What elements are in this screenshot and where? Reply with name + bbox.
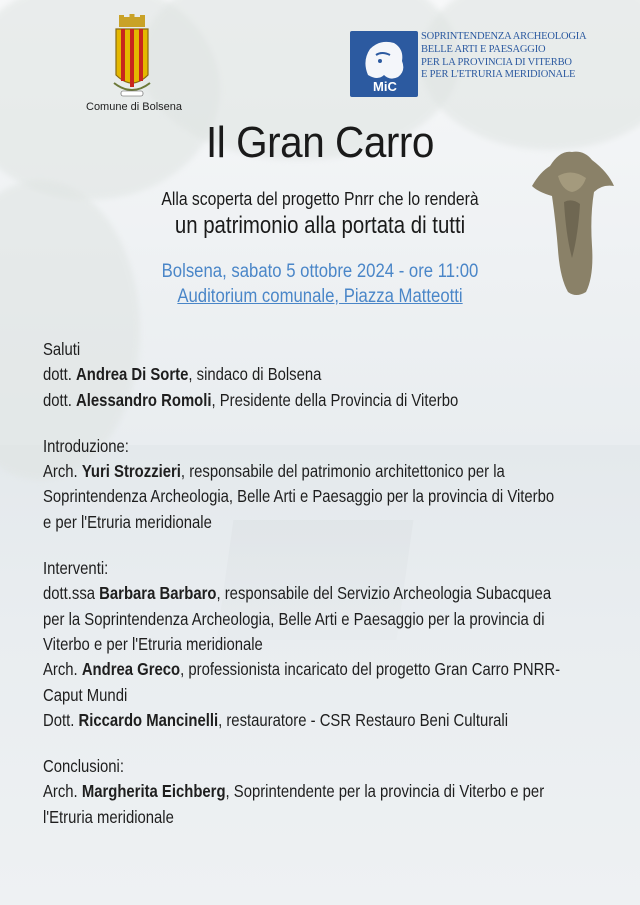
soprintendenza-label — [421, 31, 586, 82]
speaker-role-line: Viterbo e per l'Etruria meridionale — [43, 633, 263, 654]
event-venue[interactable] — [38, 286, 601, 308]
comune-crest-logo — [112, 13, 152, 99]
speaker-name: Yuri Strozzieri — [81, 461, 181, 482]
speaker-line: Arch. Margherita Eichberg, Soprintendente per la provincia di Viterbo e per — [43, 781, 545, 802]
speaker-role-line: l'Etruria meridionale — [43, 806, 174, 827]
soprintendenza-line: PER LA PROVINCIA DI VITERBO — [421, 56, 572, 68]
mic-logo-text: MiC — [373, 79, 397, 94]
speaker-name: Barbara Barbaro — [99, 583, 217, 604]
speaker-name: Alessandro Romoli — [76, 389, 212, 410]
speaker-line: Arch. Yuri Strozzieri, responsabile del patrimonio architettonico per la — [43, 461, 505, 482]
speaker-line: Dott. Riccardo Mancinelli, restauratore - CSR Restauro Beni Culturali — [43, 709, 509, 730]
event-subtitle: Alla scoperta del progetto Pnrr che lo renderà — [161, 188, 479, 209]
speaker-role-line: Soprintendenza Archeologia, Belle Arti e Paesaggio per la provincia di Viterbo — [43, 486, 555, 507]
speaker-role-line: per la Soprintendenza Archeologia, Belle Arti e Paesaggio per la provincia di — [43, 608, 545, 629]
event-tagline: un patrimonio alla portata di tutti — [174, 212, 466, 239]
event-title: Il Gran Carro — [206, 118, 434, 167]
event-venue-link[interactable]: Auditorium comunale, Piazza Matteotti — [177, 286, 463, 307]
soprintendenza-line: SOPRINTENDENZA ARCHEOLOGIA — [421, 31, 587, 42]
speaker-name: Andrea Di Sorte — [76, 364, 189, 385]
speaker-line: dott. Andrea Di Sorte, sindaco di Bolsena — [43, 364, 322, 385]
event-datetime: Bolsena, sabato 5 ottobre 2024 - ore 11:00 — [161, 261, 479, 282]
speaker-role-line: e per l'Etruria meridionale — [43, 511, 212, 532]
soprintendenza-line: E PER L'ETRURIA MERIDIONALE — [421, 69, 576, 81]
speaker-line: dott. Alessandro Romoli, Presidente della Provincia di Viterbo — [43, 389, 459, 410]
soprintendenza-line: BELLE ARTI E PAESAGGIO — [421, 43, 546, 55]
speaker-line: Arch. Andrea Greco, professionista incaricato del progetto Gran Carro PNRR- — [43, 659, 561, 680]
speaker-name: Margherita Eichberg — [81, 781, 226, 802]
speaker-name: Andrea Greco — [81, 659, 181, 680]
speaker-line: dott.ssa Barbara Barbaro, responsabile del Servizio Archeologia Subacquea — [43, 583, 552, 604]
interventi-heading: Interventi: — [43, 558, 109, 579]
introduzione-heading: Introduzione: — [43, 435, 129, 456]
speaker-name: Riccardo Mancinelli — [78, 709, 219, 730]
comune-label: Comune di Bolsena — [86, 101, 183, 113]
program-section — [43, 337, 611, 830]
saluti-heading: Saluti — [43, 339, 81, 359]
speaker-role-line: Caput Mundi — [43, 684, 128, 705]
conclusioni-heading: Conclusioni: — [43, 756, 124, 777]
